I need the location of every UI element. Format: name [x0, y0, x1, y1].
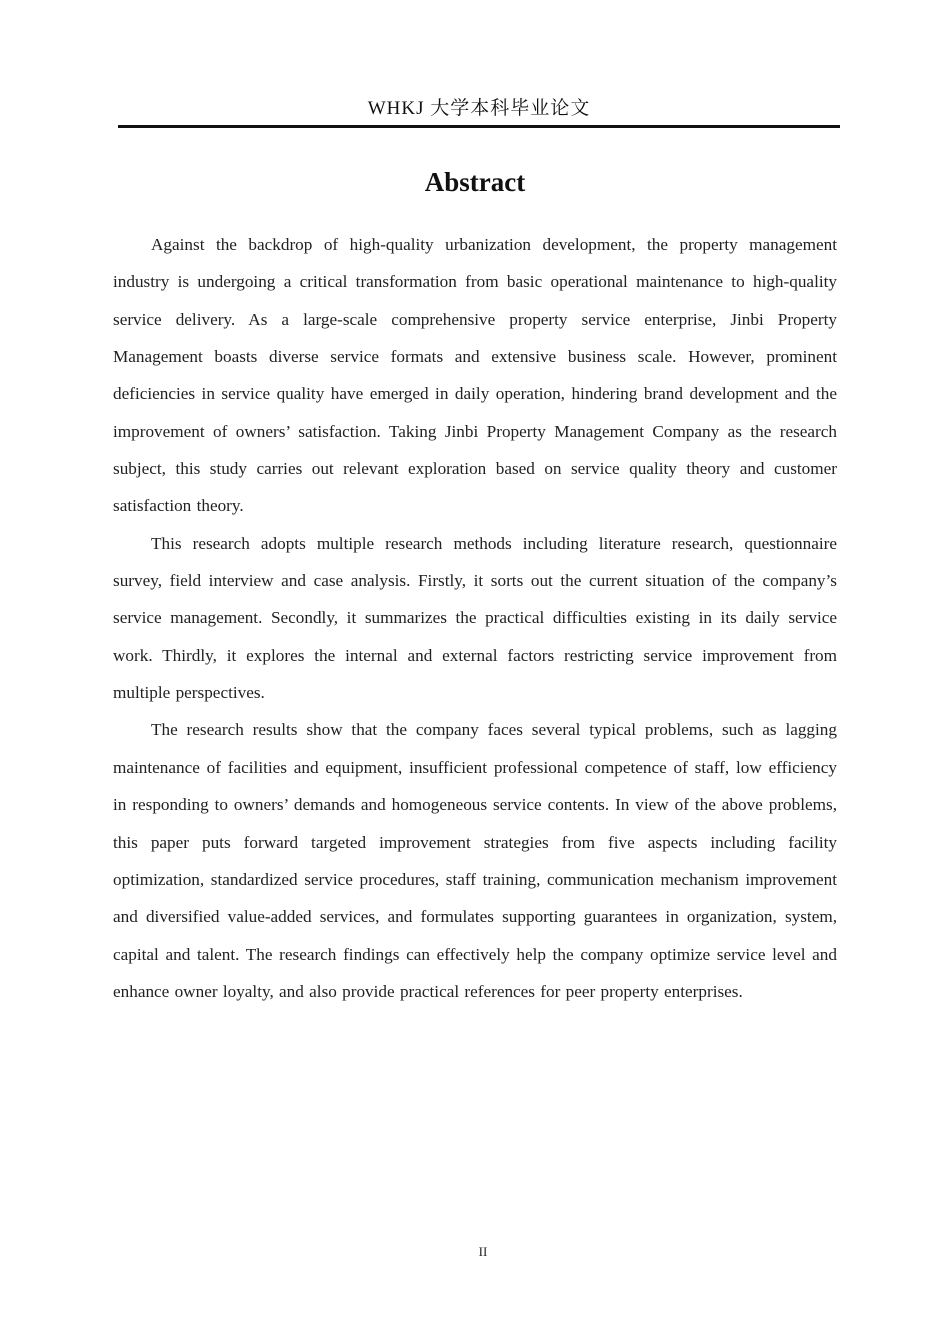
abstract-title: Abstract [424, 167, 526, 197]
abstract-body [113, 226, 837, 1010]
running-header: WHKJ 大学本科毕业论文 [367, 98, 591, 119]
header-rule [118, 125, 840, 128]
abstract-paragraph-1: Against the backdrop of high-quality urbanization development, the property management industry is undergoing a critical transformation from basic operational maintenance to high-quality service delivery. As a large-scale comprehensive property service enterprise, Jinbi Property Management boasts diverse service formats and extensive business scale. However, prominent deficiencies in service quality have emerged in daily operation, hindering brand development and the improvement of owners’ satisfaction. Taking Jinbi Property Management Company as the research subject, this study carries out relevant exploration based on service quality theory and customer satisfaction theory. [113, 235, 837, 516]
page-number: II [478, 1244, 488, 1259]
abstract-paragraph-3: The research results show that the company faces several typical problems, such as lagging maintenance of facilities and equipment, insufficient professional competence of staff, low efficiency in responding to owners’ demands and homogeneous service contents. In view of the above problems, this paper puts forward targeted improvement strategies from five aspects including facility optimization, standardized service procedures, staff training, communication mechanism improvement and diversified value-added services, and formulates supporting guarantees in organization, system, capital and talent. The research findings can effectively help the company optimize service level and enhance owner loyalty, and also provide practical references for peer property enterprises. [113, 720, 837, 1001]
abstract-paragraph-2: This research adopts multiple research methods including literature research, questionnaire survey, field interview and case analysis. Firstly, it sorts out the current situation of the company’s service management. Secondly, it summarizes the practical difficulties existing in its daily service work. Thirdly, it explores the internal and external factors restricting service improvement from multiple perspectives. [113, 533, 837, 703]
